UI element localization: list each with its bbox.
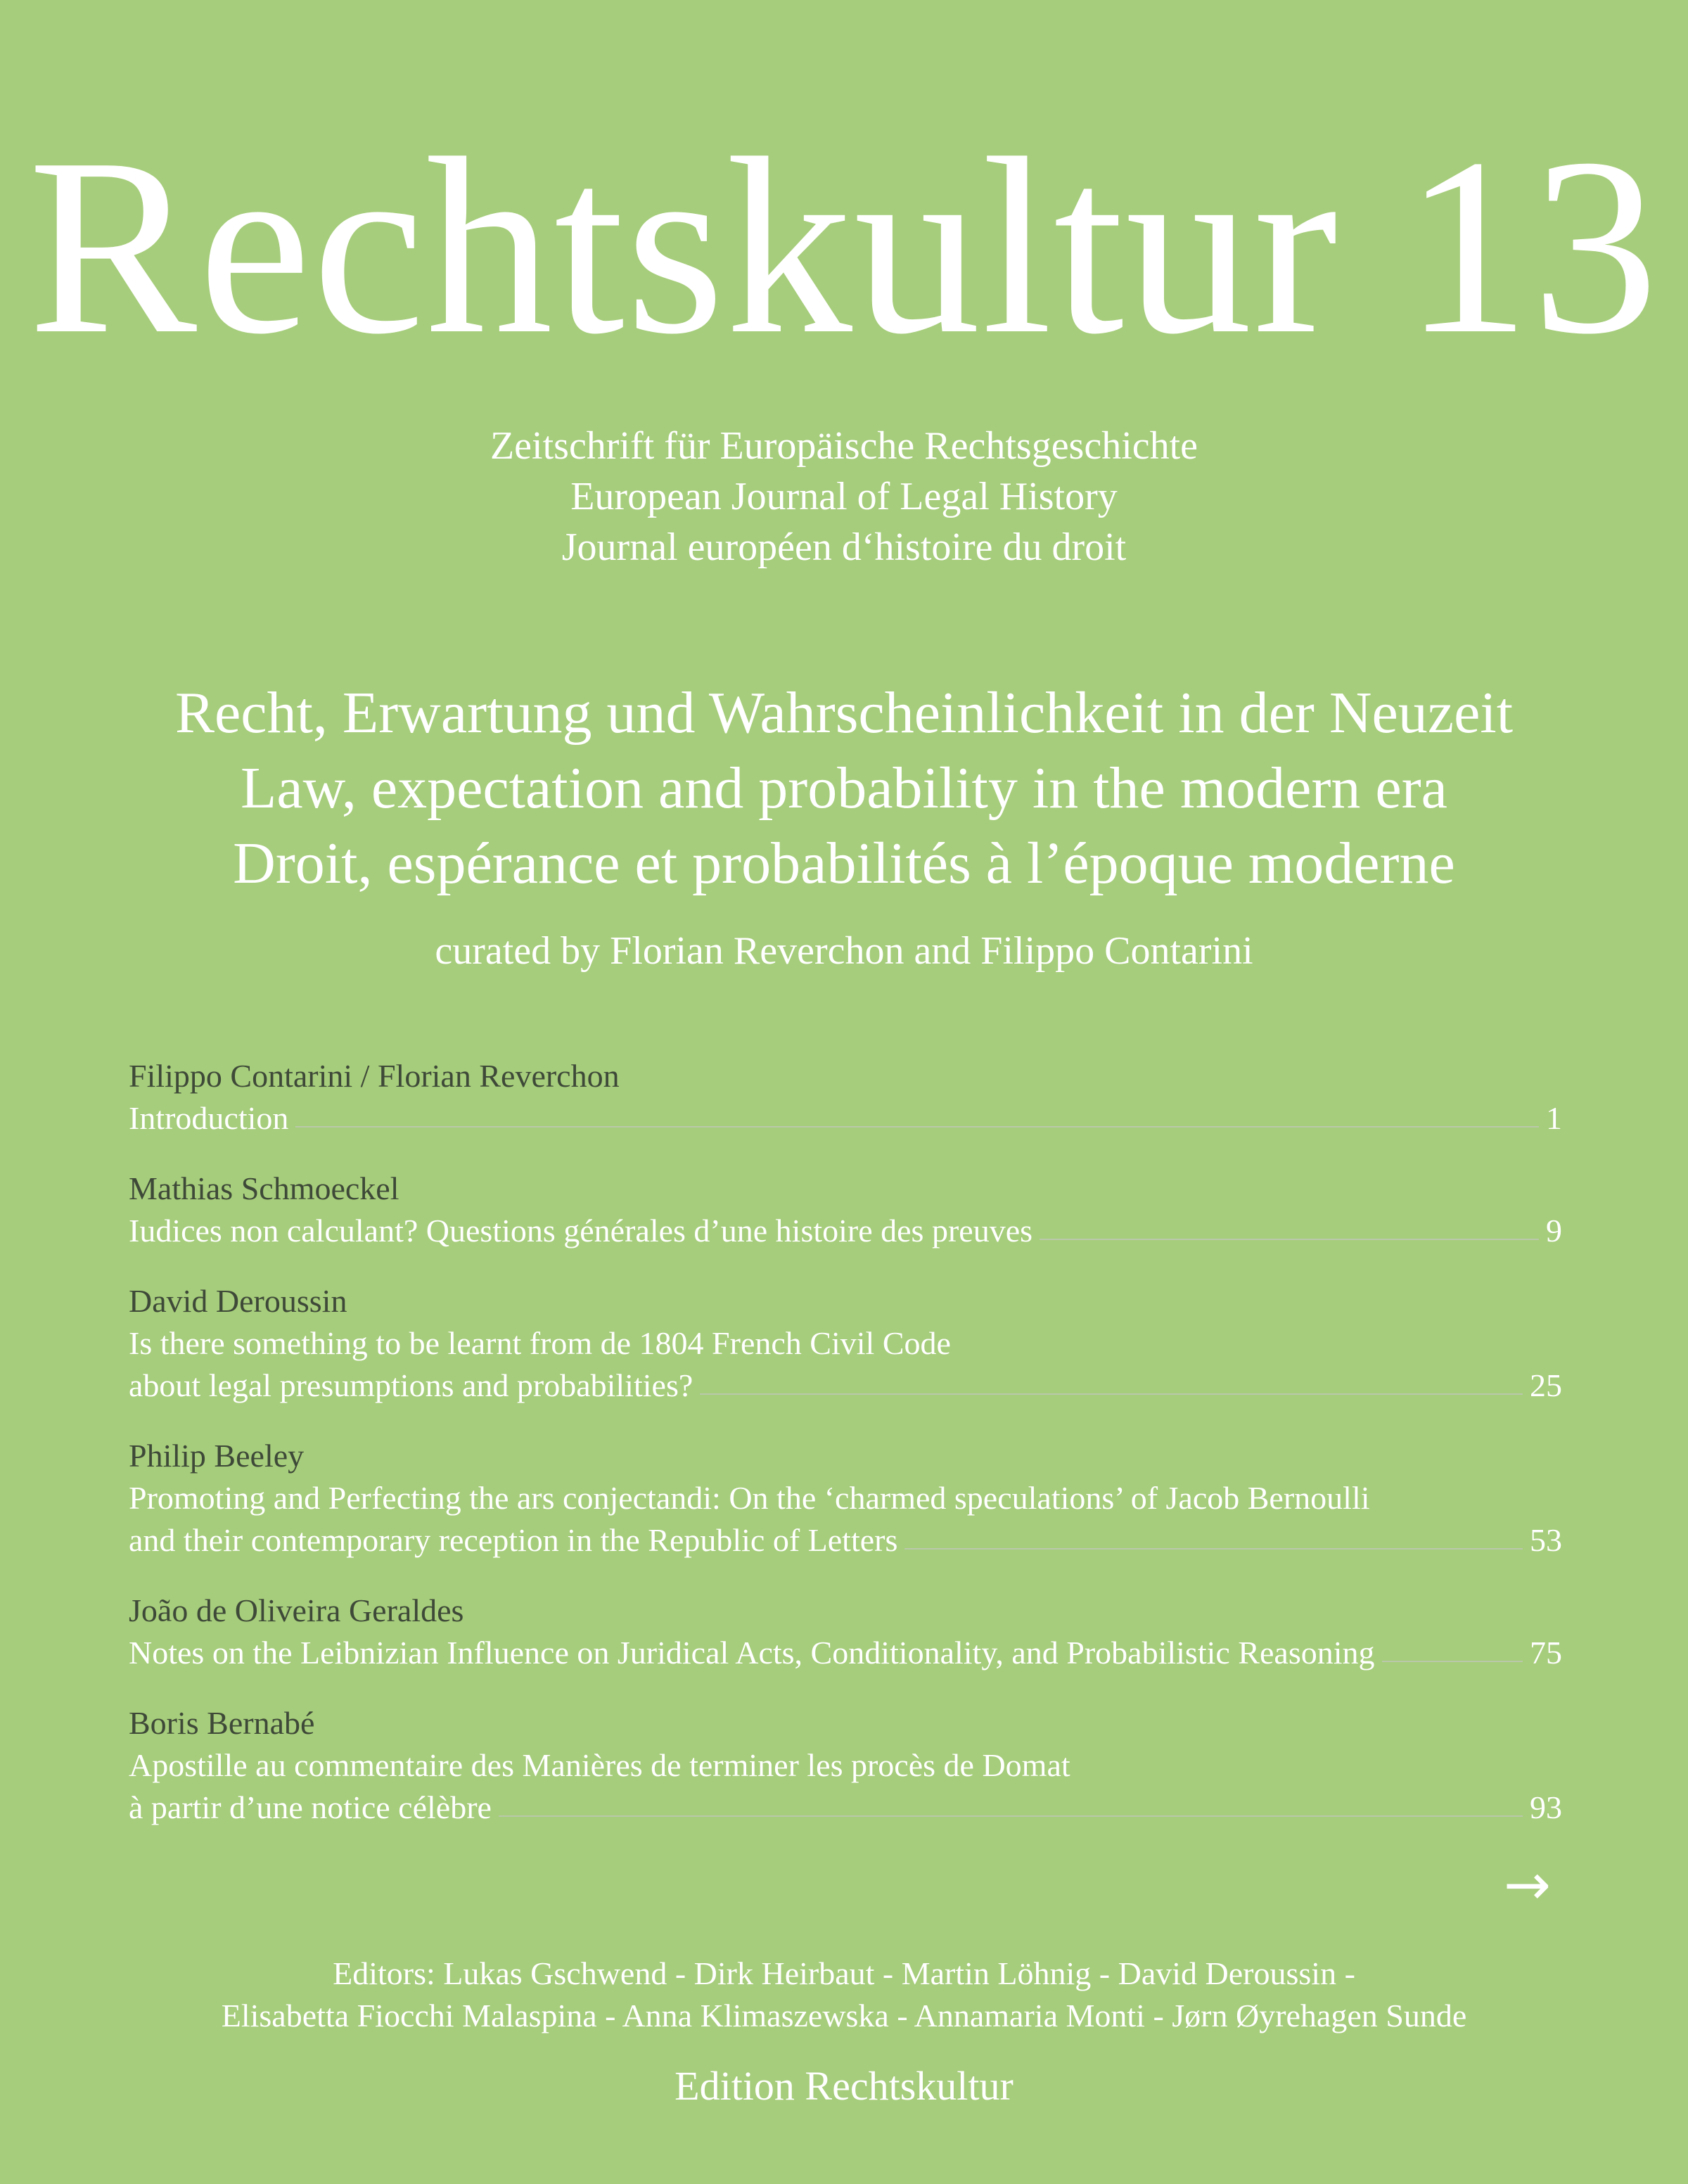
subtitle-french: Journal européen d‘histoire du droit — [561, 525, 1127, 569]
editors-line: Elisabetta Fiocchi Malaspina - Anna Klimaszewska - Annamaria Monti - Jørn Øyrehagen Sunde — [221, 1998, 1467, 2033]
toc-entry — [129, 1168, 1562, 1252]
publisher-name: Edition Rechtskultur — [674, 2063, 1014, 2109]
toc-title-row — [129, 1519, 1562, 1562]
toc-author: Mathias Schmoeckel — [129, 1170, 399, 1206]
toc-title-row — [129, 1365, 1562, 1407]
toc-page-number: 53 — [1530, 1522, 1562, 1558]
toc-entry — [129, 1280, 1562, 1407]
journal-title: Rechtskultur 13 — [28, 106, 1660, 386]
toc-title-line: Promoting and Perfecting the ars conjectandi: On the ‘charmed speculations’ of Jacob Bernoulli — [129, 1480, 1370, 1516]
toc-title-line: Iudices non calculant? Questions générales d’une histoire des preuves — [129, 1213, 1033, 1249]
arrow-right-icon: → — [1504, 1852, 1552, 1917]
toc-leader-line — [1382, 1661, 1523, 1662]
toc-page-number: 1 — [1546, 1100, 1562, 1136]
subtitle-german: Zeitschrift für Europäische Rechtsgeschichte — [490, 424, 1198, 468]
curators-line: curated by Florian Reverchon and Filippo Contarini — [435, 929, 1253, 973]
toc-page-number: 25 — [1530, 1367, 1562, 1403]
toc-leader-line — [904, 1548, 1523, 1550]
editors-line: Editors: Lukas Gschwend - Dirk Heirbaut - Martin Löhnig - David Deroussin - — [333, 1955, 1355, 1991]
toc-title-line: Introduction — [129, 1100, 289, 1136]
toc-author: João de Oliveira Geraldes — [129, 1592, 464, 1628]
toc-title-line: Apostille au commentaire des Manières de terminer les procès de Domat — [129, 1747, 1070, 1783]
toc-author: Boris Bernabé — [129, 1705, 315, 1741]
toc-title-row — [129, 1632, 1562, 1674]
toc-page-number: 93 — [1530, 1789, 1562, 1825]
theme-title-english: Law, expectation and probability in the modern era — [241, 755, 1447, 821]
toc-title-row — [129, 1210, 1562, 1252]
toc-title-row — [129, 1097, 1562, 1139]
toc-entry — [129, 1435, 1562, 1562]
toc-entry — [129, 1590, 1562, 1674]
toc-entry — [129, 1702, 1562, 1829]
issue-theme — [0, 675, 1688, 901]
toc-title-line: Is there something to be learnt from de 1804 French Civil Code — [129, 1325, 951, 1361]
toc-page-number: 9 — [1546, 1213, 1562, 1249]
toc-title-line: à partir d’une notice célèbre — [129, 1789, 492, 1825]
journal-subtitles — [0, 421, 1688, 573]
theme-title-french: Droit, espérance et probabilités à l’époque moderne — [233, 831, 1455, 896]
theme-title-german: Recht, Erwartung und Wahrscheinlichkeit in der Neuzeit — [174, 680, 1514, 746]
toc-title-line: about legal presumptions and probabilities? — [129, 1367, 693, 1403]
toc-title-line: and their contemporary reception in the Republic of Letters — [129, 1522, 898, 1558]
toc-leader-line — [1040, 1239, 1539, 1240]
toc-page-number: 75 — [1530, 1635, 1562, 1671]
toc-leader-line — [700, 1393, 1523, 1395]
toc-entry — [129, 1055, 1562, 1139]
subtitle-english: European Journal of Legal History — [570, 475, 1118, 518]
table-of-contents — [129, 1055, 1562, 1857]
toc-title-line: Notes on the Leibnizian Influence on Juridical Acts, Conditionality, and Probabilistic Reasoning — [129, 1635, 1375, 1671]
toc-leader-line — [499, 1815, 1523, 1817]
toc-leader-line — [295, 1126, 1539, 1128]
toc-author: David Deroussin — [129, 1283, 347, 1319]
toc-author: Filippo Contarini / Florian Reverchon — [129, 1058, 620, 1094]
toc-author: Philip Beeley — [129, 1438, 305, 1474]
toc-title-row — [129, 1787, 1562, 1829]
editors-block — [0, 1953, 1688, 2037]
